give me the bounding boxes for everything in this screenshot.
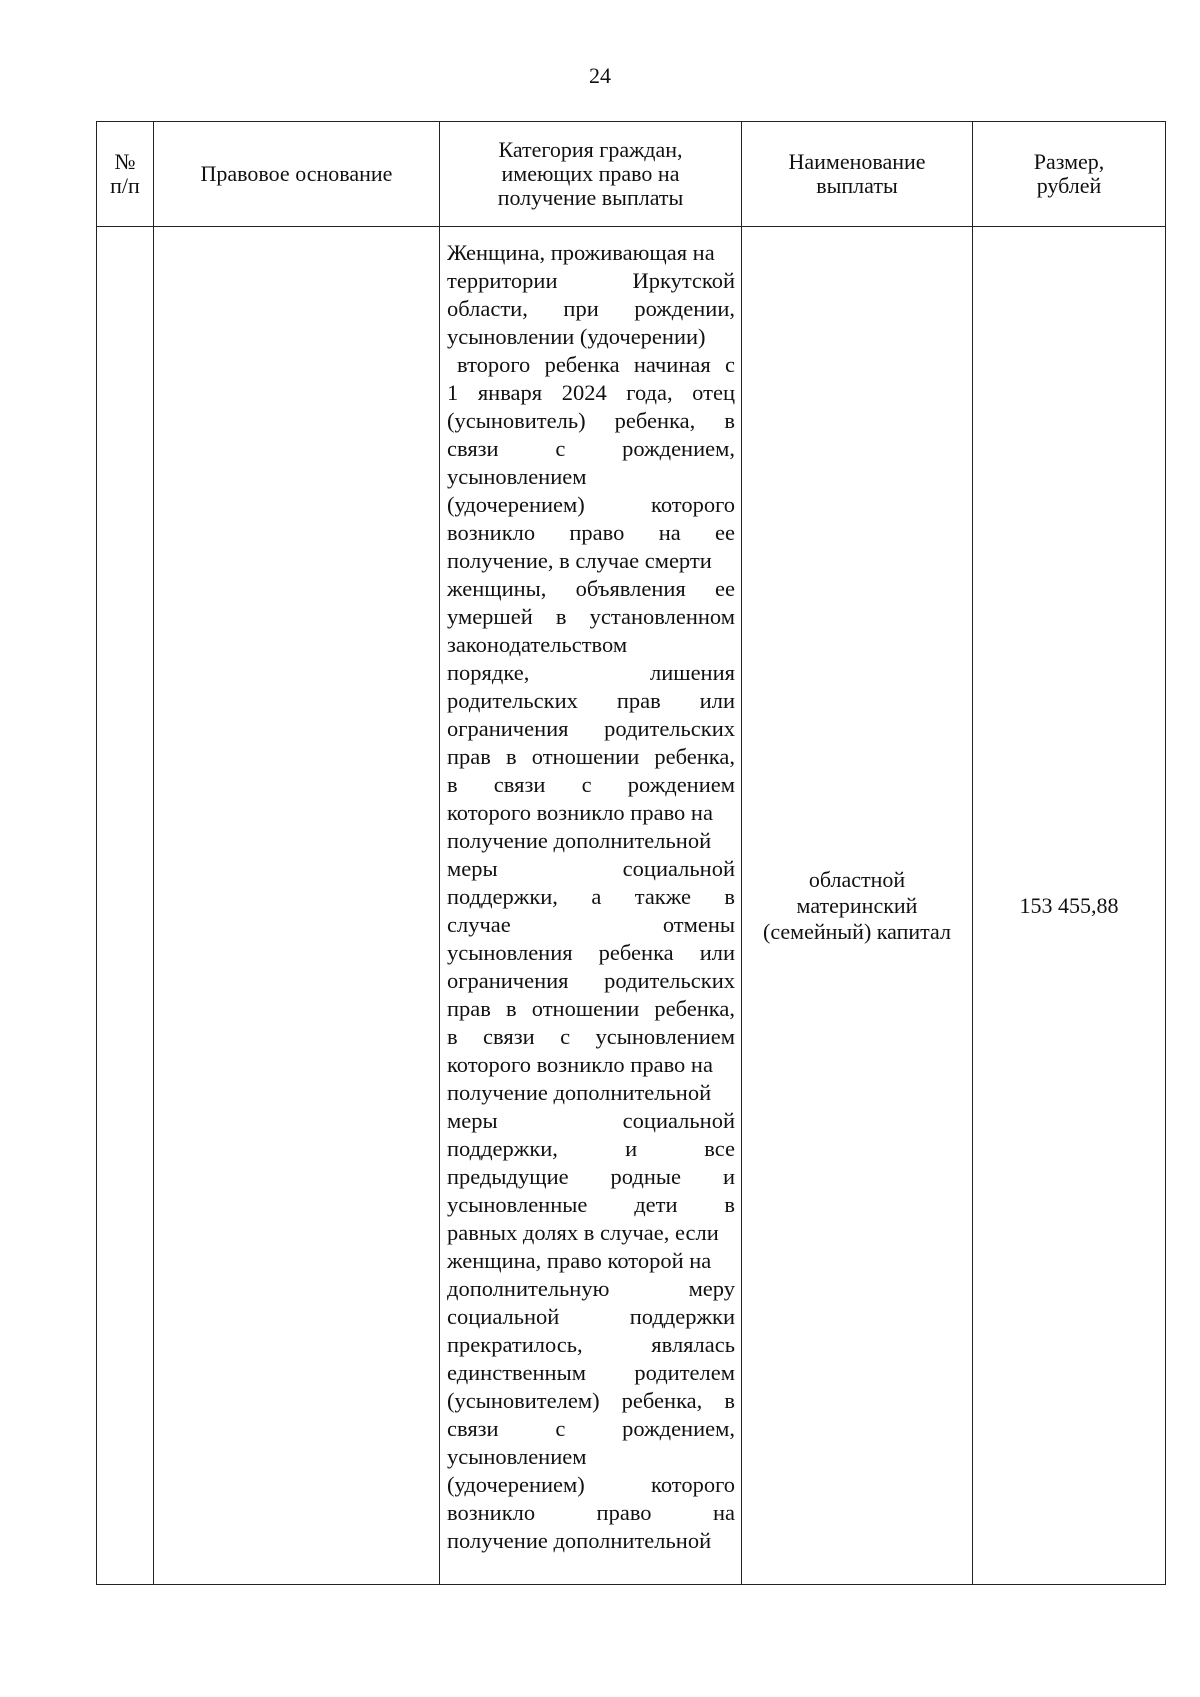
category-text-line: ограничения родительских bbox=[447, 968, 735, 993]
category-text-line: законодательством bbox=[447, 632, 628, 657]
category-text-line: поддержки, а также в bbox=[447, 884, 735, 909]
category-text-line: в связи с усыновлением bbox=[447, 1024, 735, 1049]
header-payment-name: Наименование выплаты bbox=[742, 122, 973, 227]
category-text-line: прекратилось, являлась bbox=[447, 1332, 735, 1357]
category-text-line: меры социальной bbox=[447, 1108, 735, 1133]
category-text-line: получение дополнительной bbox=[447, 1080, 712, 1105]
category-text-line: порядке, лишения bbox=[447, 660, 735, 685]
category-text-line: (удочерением) которого bbox=[447, 1472, 735, 1497]
category-text-line: ограничения родительских bbox=[447, 716, 735, 741]
category-text-line: 1 января 2024 года, отец bbox=[447, 380, 735, 405]
category-text-line: предыдущие родные и bbox=[447, 1164, 735, 1189]
category-text-line: усыновлением bbox=[447, 464, 587, 489]
page-number: 24 bbox=[589, 63, 611, 88]
header-amount: Размер, рублей bbox=[973, 122, 1166, 227]
category-text-line: усыновленные дети в bbox=[447, 1192, 735, 1217]
category-text bbox=[447, 239, 735, 1555]
category-text-line: получение, в случае смерти bbox=[447, 548, 712, 573]
category-text-line: связи с рождением, bbox=[447, 436, 735, 461]
category-text-line: случае отмены bbox=[447, 912, 735, 937]
table-header-row bbox=[97, 122, 1166, 227]
category-text-line: Женщина, проживающая на bbox=[447, 240, 715, 265]
category-text-line: умершей в установленном bbox=[447, 604, 735, 629]
payments-table bbox=[96, 121, 1166, 1585]
category-text-line: (удочерением) которого bbox=[447, 492, 735, 517]
category-text-line: усыновлении (удочерении) bbox=[447, 324, 706, 349]
category-text-line: единственным родителем bbox=[447, 1360, 735, 1385]
cell-legal-basis bbox=[154, 227, 440, 1585]
cell-citizen-category bbox=[440, 227, 742, 1585]
category-text-line: области, при рождении, bbox=[447, 296, 735, 321]
category-text-line: территории Иркутской bbox=[447, 268, 735, 293]
category-text-line: родительских прав или bbox=[447, 688, 735, 713]
category-text-line: дополнительную меру bbox=[447, 1276, 735, 1301]
category-text-line: которого возникло право на bbox=[447, 1052, 713, 1077]
category-text-line: женщины, объявления ее bbox=[447, 576, 735, 601]
cell-number bbox=[97, 227, 154, 1585]
cell-payment-name bbox=[742, 227, 973, 1585]
header-legal-basis: Правовое основание bbox=[154, 122, 440, 227]
payment-name: областной материнский (семейный) капитал bbox=[763, 866, 951, 944]
category-text-line: равных долях в случае, если bbox=[447, 1220, 719, 1245]
category-text-line: социальной поддержки bbox=[447, 1304, 735, 1329]
category-text-line: получение дополнительной bbox=[447, 828, 712, 853]
category-text-line: получение дополнительной bbox=[447, 1528, 712, 1553]
category-text-line: усыновления ребенка или bbox=[447, 940, 735, 965]
cell-amount: 153 455,88 bbox=[973, 227, 1166, 1585]
category-text-line: меры социальной bbox=[447, 856, 735, 881]
category-text-line: возникло право на bbox=[447, 1500, 735, 1525]
category-text-line: (усыновителем) ребенка, в bbox=[447, 1388, 735, 1413]
category-text-line: связи с рождением, bbox=[447, 1416, 735, 1441]
category-text-line: поддержки, и все bbox=[447, 1136, 735, 1161]
category-text-line: усыновлением bbox=[447, 1444, 587, 1469]
category-text-line: прав в отношении ребенка, bbox=[447, 744, 735, 769]
category-text-line: (усыновитель) ребенка, в bbox=[447, 408, 735, 433]
category-text-line: второго ребенка начиная с bbox=[457, 352, 735, 377]
table-row bbox=[97, 227, 1166, 1585]
header-citizen-category: Категория граждан, имеющих право на получение выплаты bbox=[440, 122, 742, 227]
category-text-line: женщина, право которой на bbox=[447, 1248, 712, 1273]
category-text-line: которого возникло право на bbox=[447, 800, 713, 825]
category-text-line: прав в отношении ребенка, bbox=[447, 996, 735, 1021]
header-number: № п/п bbox=[97, 122, 154, 227]
category-text-line: возникло право на ее bbox=[447, 520, 735, 545]
category-text-line: в связи с рождением bbox=[447, 772, 735, 797]
